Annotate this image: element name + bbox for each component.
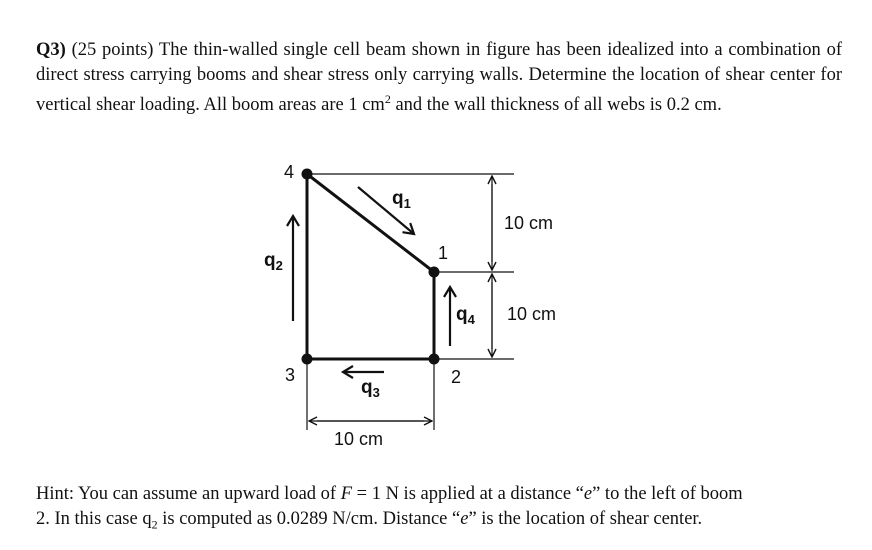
q3-label: $q_3$ <box>361 377 380 400</box>
question-body-1: The thin-walled single cell beam shown in figure has been idealized into a combination of direct stress carrying booms and shear stress only carrying walls. Determine the location of shear center for vertical shear loading. All boom areas are 1 cm <box>36 40 842 116</box>
q2-label: $q_2$ <box>264 250 283 273</box>
question-body-2: and the wall thickness of all webs is 0.2 cm. <box>390 95 722 116</box>
boom-label-4: 4 <box>284 162 295 182</box>
dim-bottom-vertical: 10 cm <box>507 304 557 324</box>
dim-horizontal: 10 cm <box>334 429 384 449</box>
boom-label-3: 3 <box>285 365 296 385</box>
q1-label: $q_1$ <box>392 188 411 211</box>
wall-4-1 <box>307 174 434 272</box>
dim-top-vertical: 10 cm <box>504 213 554 233</box>
question-points: (25 points) <box>71 40 154 60</box>
boom-2 <box>429 354 440 365</box>
beam-walls <box>307 174 434 359</box>
boom-label-1: 1 <box>438 243 449 263</box>
boom-1 <box>429 267 440 278</box>
q4-label: $q_4$ <box>456 304 475 327</box>
question-number: Q3) <box>36 40 66 60</box>
boom-3 <box>302 354 313 365</box>
boom-4 <box>302 169 313 180</box>
hint-text: Hint: You can assume an upward load of F = 1 N is applied at a distance “e” to the left of boom 2. In this case $q_2$ is computed as 0.0289 N/cm. Distance “e” is the location of shear center. <box>36 484 743 532</box>
boom-label-2: 2 <box>451 367 462 387</box>
area-exponent: 2 <box>384 92 391 106</box>
